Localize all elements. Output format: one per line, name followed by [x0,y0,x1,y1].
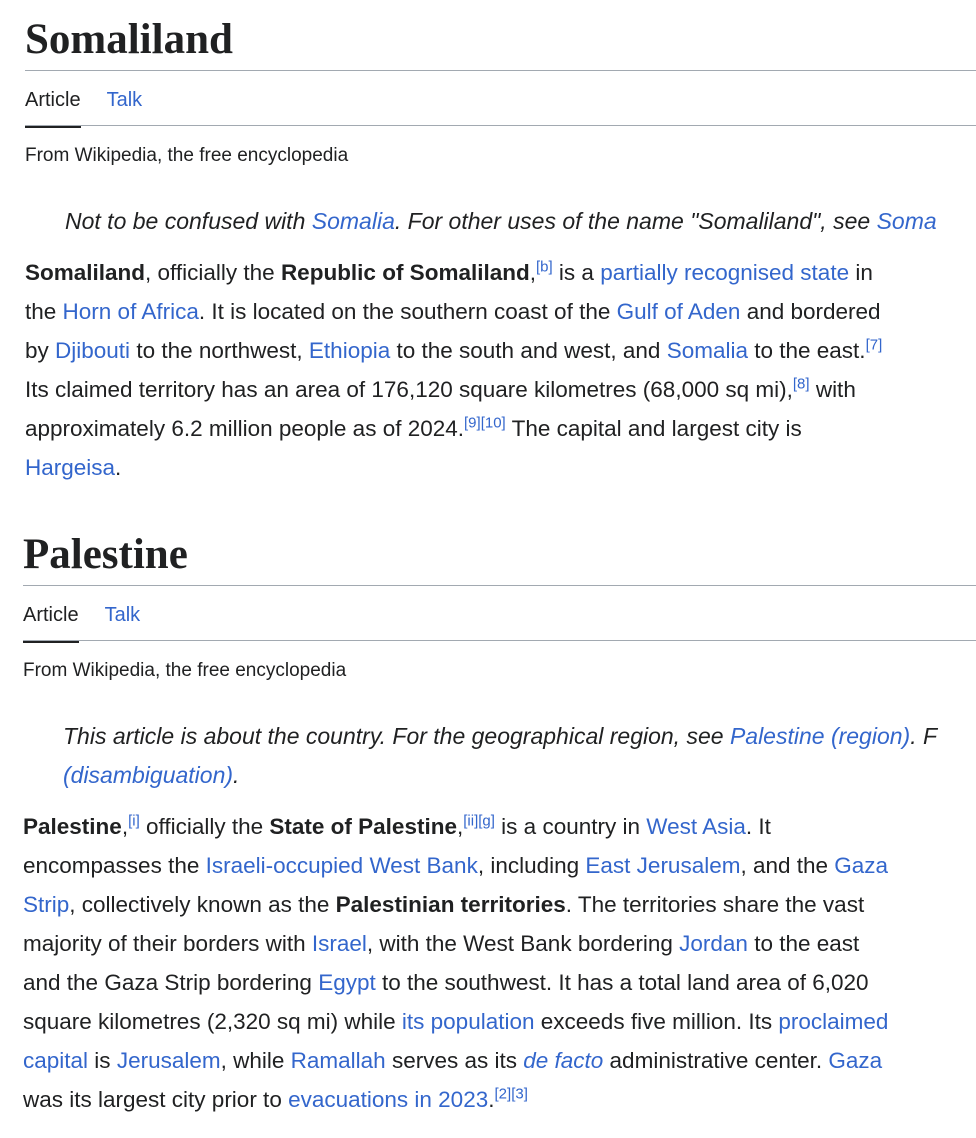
text: square kilometres (2,320 sq mi) while [23,1009,402,1034]
footnote-ref[interactable]: [ii] [463,812,479,830]
bold-term: Palestinian territories [335,892,566,917]
text: . [115,455,122,480]
link-israel[interactable]: Israel [311,931,367,956]
link-gulf-of-aden[interactable]: Gulf of Aden [616,299,741,324]
lead-paragraph [25,253,882,487]
link-proclaimed-capital[interactable]: capital [23,1048,89,1073]
footnote-ref[interactable]: [7] [865,336,883,354]
text: , officially the [145,260,281,285]
text: . The territories share the vast [565,892,865,917]
link-egypt[interactable]: Egypt [318,970,376,995]
bold-term: State of Palestine [269,814,457,839]
tab-talk[interactable]: Talk [104,604,141,626]
link-partially-recognised-state[interactable]: partially recognised state [600,260,850,285]
page-title: Somaliland [25,16,233,63]
hatnote [63,717,937,795]
paragraph-line [25,370,882,409]
text: with [809,377,856,402]
text: , including [477,853,586,878]
text: to the southwest. It has a total land area of 6,020 [375,970,869,995]
text: by [25,338,56,363]
paragraph-line [23,846,888,885]
tab-article[interactable]: Article [25,89,81,128]
text: majority of their borders with [23,931,312,956]
hatnote-text: This article is about the country. For the geographical region, see [63,723,730,749]
text: . [488,1087,495,1112]
text: , [121,814,129,839]
text: , collectively known as the [69,892,336,917]
hatnote-text: . [233,762,240,788]
hatnote-link-disambiguation[interactable]: (disambiguation) [63,762,234,788]
text: , and the [740,853,835,878]
text: , [456,814,464,839]
text: was its largest city prior to [23,1087,289,1112]
hatnote-line [63,717,937,756]
text: . It is located on the southern coast of the [198,299,617,324]
link-its-population[interactable]: its population [401,1009,535,1034]
hatnote-text: Not to be confused with [65,208,312,234]
text: to the south and west, and [390,338,667,363]
link-ethiopia[interactable]: Ethiopia [308,338,391,363]
title-divider [25,70,976,71]
text: the [25,299,63,324]
paragraph-line [25,409,882,448]
link-jordan[interactable]: Jordan [679,931,748,956]
text: to the east [747,931,860,956]
link-west-asia[interactable]: West Asia [646,814,746,839]
text: officially the [139,814,270,839]
footnote-ref[interactable]: [8] [792,375,810,393]
hatnote-link-disambiguation[interactable]: Soma [876,208,937,234]
hatnote-link-somalia[interactable]: Somalia [311,208,395,234]
link-gaza[interactable]: Gaza [828,1048,883,1073]
hatnote [65,202,937,241]
text: approximately 6.2 million people as of 2024. [25,416,465,441]
link-israeli-occupied-west-bank[interactable]: Israeli-occupied West Bank [205,853,478,878]
link-hargeisa[interactable]: Hargeisa [25,455,116,480]
text: is a [552,260,601,285]
link-evacuations-in-2023[interactable]: evacuations in 2023 [288,1087,489,1112]
site-tagline: From Wikipedia, the free encyclopedia [23,660,347,681]
text: , while [220,1048,291,1073]
text: is [88,1048,117,1073]
text: is a country in [494,814,647,839]
paragraph-line [23,885,888,924]
text: encompasses the [23,853,206,878]
link-de-facto[interactable]: de facto [523,1048,604,1073]
text: The capital and largest city is [505,416,802,441]
hatnote-link-palestine-region[interactable]: Palestine (region) [729,723,911,749]
bold-term: Somaliland [25,260,146,285]
paragraph-line [25,292,882,331]
link-gaza-strip[interactable]: Strip [23,892,70,917]
page-tabs [23,604,140,643]
link-horn-of-africa[interactable]: Horn of Africa [62,299,199,324]
text: . It [745,814,771,839]
footnote-ref[interactable]: [10] [480,414,506,432]
paragraph-line [23,1080,888,1119]
paragraph-line [23,1041,888,1080]
footnote-ref[interactable]: [2] [494,1085,512,1103]
text: and bordered [740,299,881,324]
text: in [849,260,873,285]
text: serves as its [385,1048,524,1073]
hatnote-text: . For other uses of the name "Somaliland", see [394,208,877,234]
tabs-divider [23,640,976,641]
title-divider [23,585,976,586]
lead-paragraph [23,807,888,1119]
link-gaza-strip[interactable]: Gaza [834,853,889,878]
text: , [529,260,536,285]
link-ramallah[interactable]: Ramallah [290,1048,386,1073]
footnote-ref[interactable]: [g] [478,812,495,830]
bold-term: Palestine [23,814,122,839]
link-east-jerusalem[interactable]: East Jerusalem [585,853,741,878]
site-tagline: From Wikipedia, the free encyclopedia [25,145,349,166]
page-title: Palestine [23,531,188,578]
text: administrative center. [603,1048,829,1073]
link-proclaimed-capital[interactable]: proclaimed [778,1009,889,1034]
footnote-ref[interactable]: [i] [128,812,140,830]
bold-term: Republic of Somaliland [280,260,530,285]
text: exceeds five million. Its [534,1009,779,1034]
paragraph-line [23,807,888,846]
text: to the east. [747,338,866,363]
tab-talk[interactable]: Talk [106,89,143,111]
footnote-ref[interactable]: [9] [464,414,481,432]
footnote-ref[interactable]: [3] [511,1085,528,1103]
paragraph-line [23,1002,888,1041]
paragraph-line [25,253,882,292]
paragraph-line [23,963,888,1002]
footnote-ref[interactable]: [b] [535,258,553,276]
text: and the Gaza Strip bordering [23,970,319,995]
paragraph-line [25,448,882,487]
hatnote-line [63,756,937,795]
link-somalia[interactable]: Somalia [666,338,748,363]
link-jerusalem[interactable]: Jerusalem [116,1048,221,1073]
text: to the northwest, [130,338,309,363]
tabs-divider [25,125,976,126]
tab-article[interactable]: Article [23,604,79,643]
paragraph-line [25,331,882,370]
page-tabs [25,89,142,128]
text: , with the West Bank bordering [366,931,680,956]
paragraph-line [23,924,888,963]
link-djibouti[interactable]: Djibouti [55,338,131,363]
hatnote-text: . F [910,723,938,749]
text: Its claimed territory has an area of 176,120 square kilometres (68,000 sq mi), [25,377,793,402]
